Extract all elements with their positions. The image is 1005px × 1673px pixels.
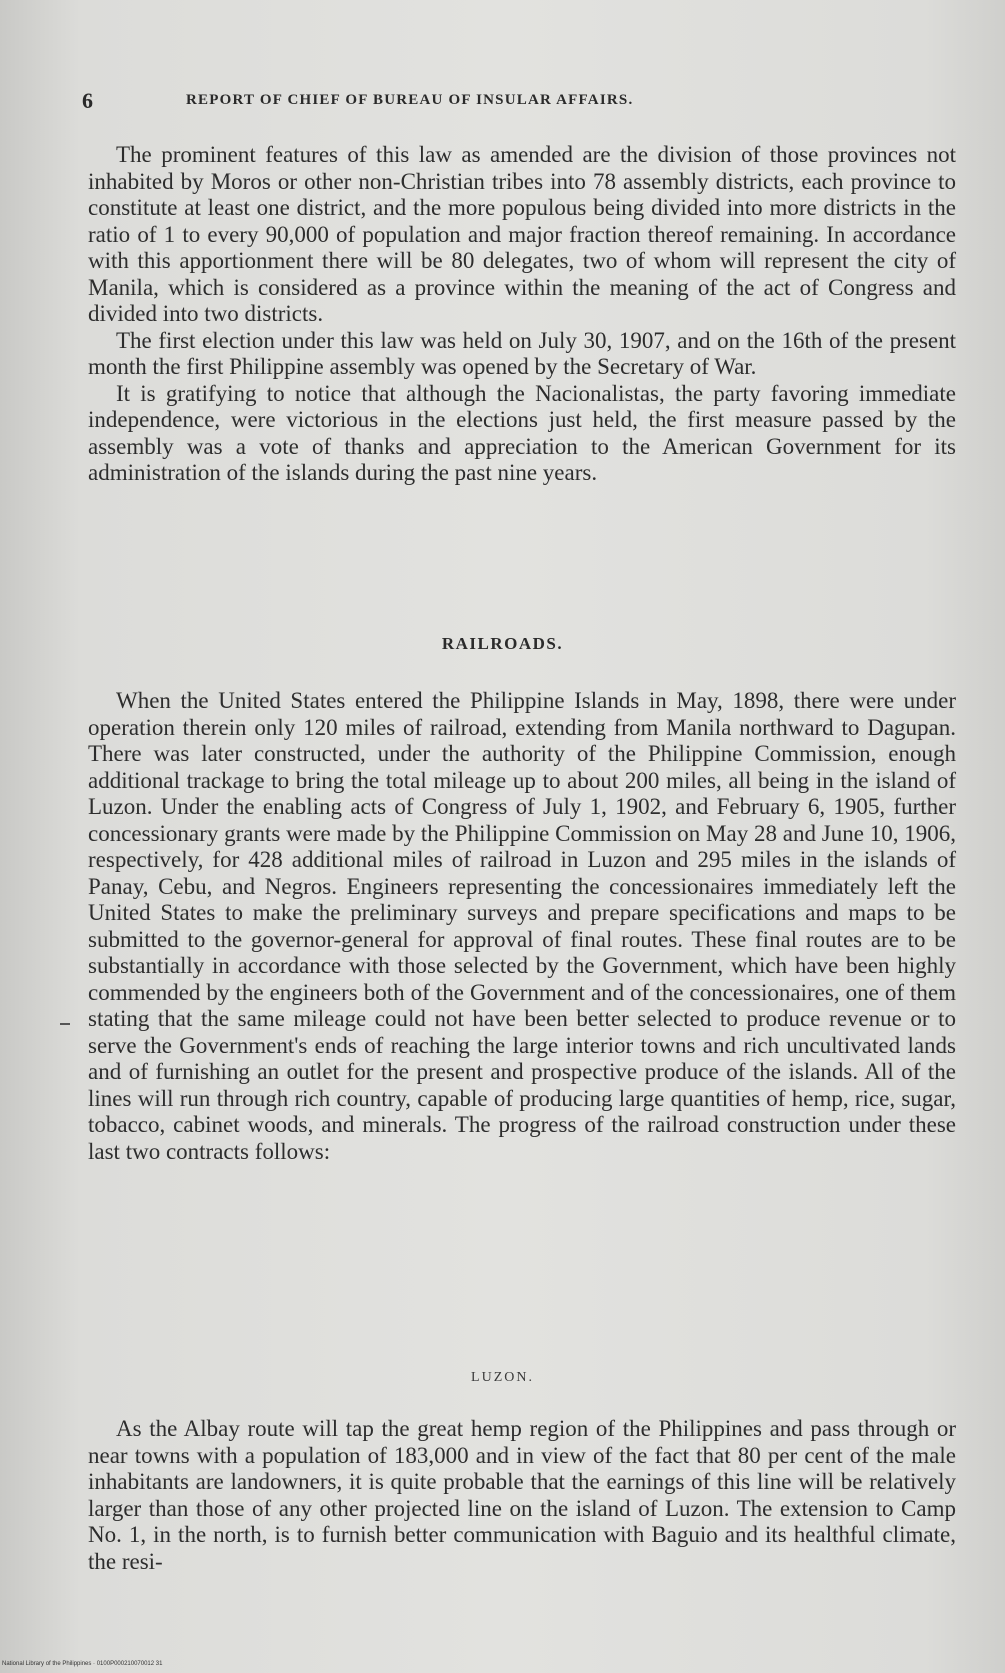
railroads-section — [88, 688, 956, 1165]
luzon-section — [88, 1416, 956, 1575]
intro-paragraph: The prominent features of this law as amended are the division of those provinces not inhabited by Moros or other non-Christian tribes into 78 assembly districts, each province to constitute at least one district, and the more populous being divided into more districts in the ratio of 1 to every 90,000 of population and major fraction thereof remaining. In accordance with this apportionment there will be 80 delegates, two of whom will represent the city of Manila, which is considered as a province within the meaning of the act of Congress and divided into two districts. — [88, 142, 956, 326]
railroads-heading: RAILROADS. — [441, 634, 564, 653]
library-credit: National Library of the Philippines · 0100P000210070012 31 — [2, 1661, 163, 1667]
railroads-paragraph: When the United States entered the Philippine Islands in May, 1898, there were under operation therein only 120 miles of railroad, extending from Manila northward to Dagupan. There was later constructed, under the authority of the Philippine Commission, enough additional trackage to bring the total mileage up to about 200 miles, all being in the island of Luzon. Under the enabling acts of Congress of July 1, 1902, and February 6, 1905, further concessionary grants were made by the Philippine Commission on May 28 and June 10, 1906, respectively, for 428 additional miles of railroad in Luzon and 295 miles in the islands of Panay, Cebu, and Negros. Engineers representing the concessionaires immediately left the United States to make the preliminary surveys and prepare specifications and maps to be submitted to the governor-general for approval of final routes. These final routes are to be substantially in accordance with those selected by the Government, which have been highly commended by the engineers both of the Government and of the concessionaires, one of them stating that the same mileage could not have been better selected to produce revenue or to serve the Government's ends of reaching the large interior towns and rich uncultivated lands and of furnishing an outlet for the present and prospective produce of the islands. All of the lines will run through rich country, capable of producing large quantities of hemp, rice, sugar, tobacco, cabinet woods, and minerals. The progress of the railroad construction under these last two contracts follows: — [88, 688, 956, 1164]
running-title: REPORT OF CHIEF OF BUREAU OF INSULAR AFFAIRS. — [186, 92, 634, 108]
intro-paragraph: It is gratifying to notice that although the Nacionalistas, the party favoring immediate independence, were victorious in the elections just held, the first measure passed by the assembly was a vote of thanks and appreciation to the American Government for its administration of the islands during the past nine years. — [88, 380, 956, 485]
margin-mark — [60, 1023, 70, 1025]
page-number: 6 — [82, 88, 95, 113]
page-header — [82, 88, 902, 118]
luzon-paragraph: As the Albay route will tap the great hemp region of the Philippines and pass through or near towns with a population of 183,000 and in view of the fact that 80 per cent of the male inhabitants are landowners, it is quite probable that the earnings of this line will be relatively larger than those of any other projected line on the island of Luzon. The extension to Camp No. 1, in the north, is to furnish better communication with Baguio and its healthful climate, the resi- — [88, 1416, 956, 1574]
intro-section — [88, 142, 956, 487]
intro-paragraph: The first election under this law was held on July 30, 1907, and on the 16th of the present month the first Philippine assembly was opened by the Secretary of War. — [88, 327, 956, 379]
luzon-heading: LUZON. — [471, 1370, 534, 1385]
